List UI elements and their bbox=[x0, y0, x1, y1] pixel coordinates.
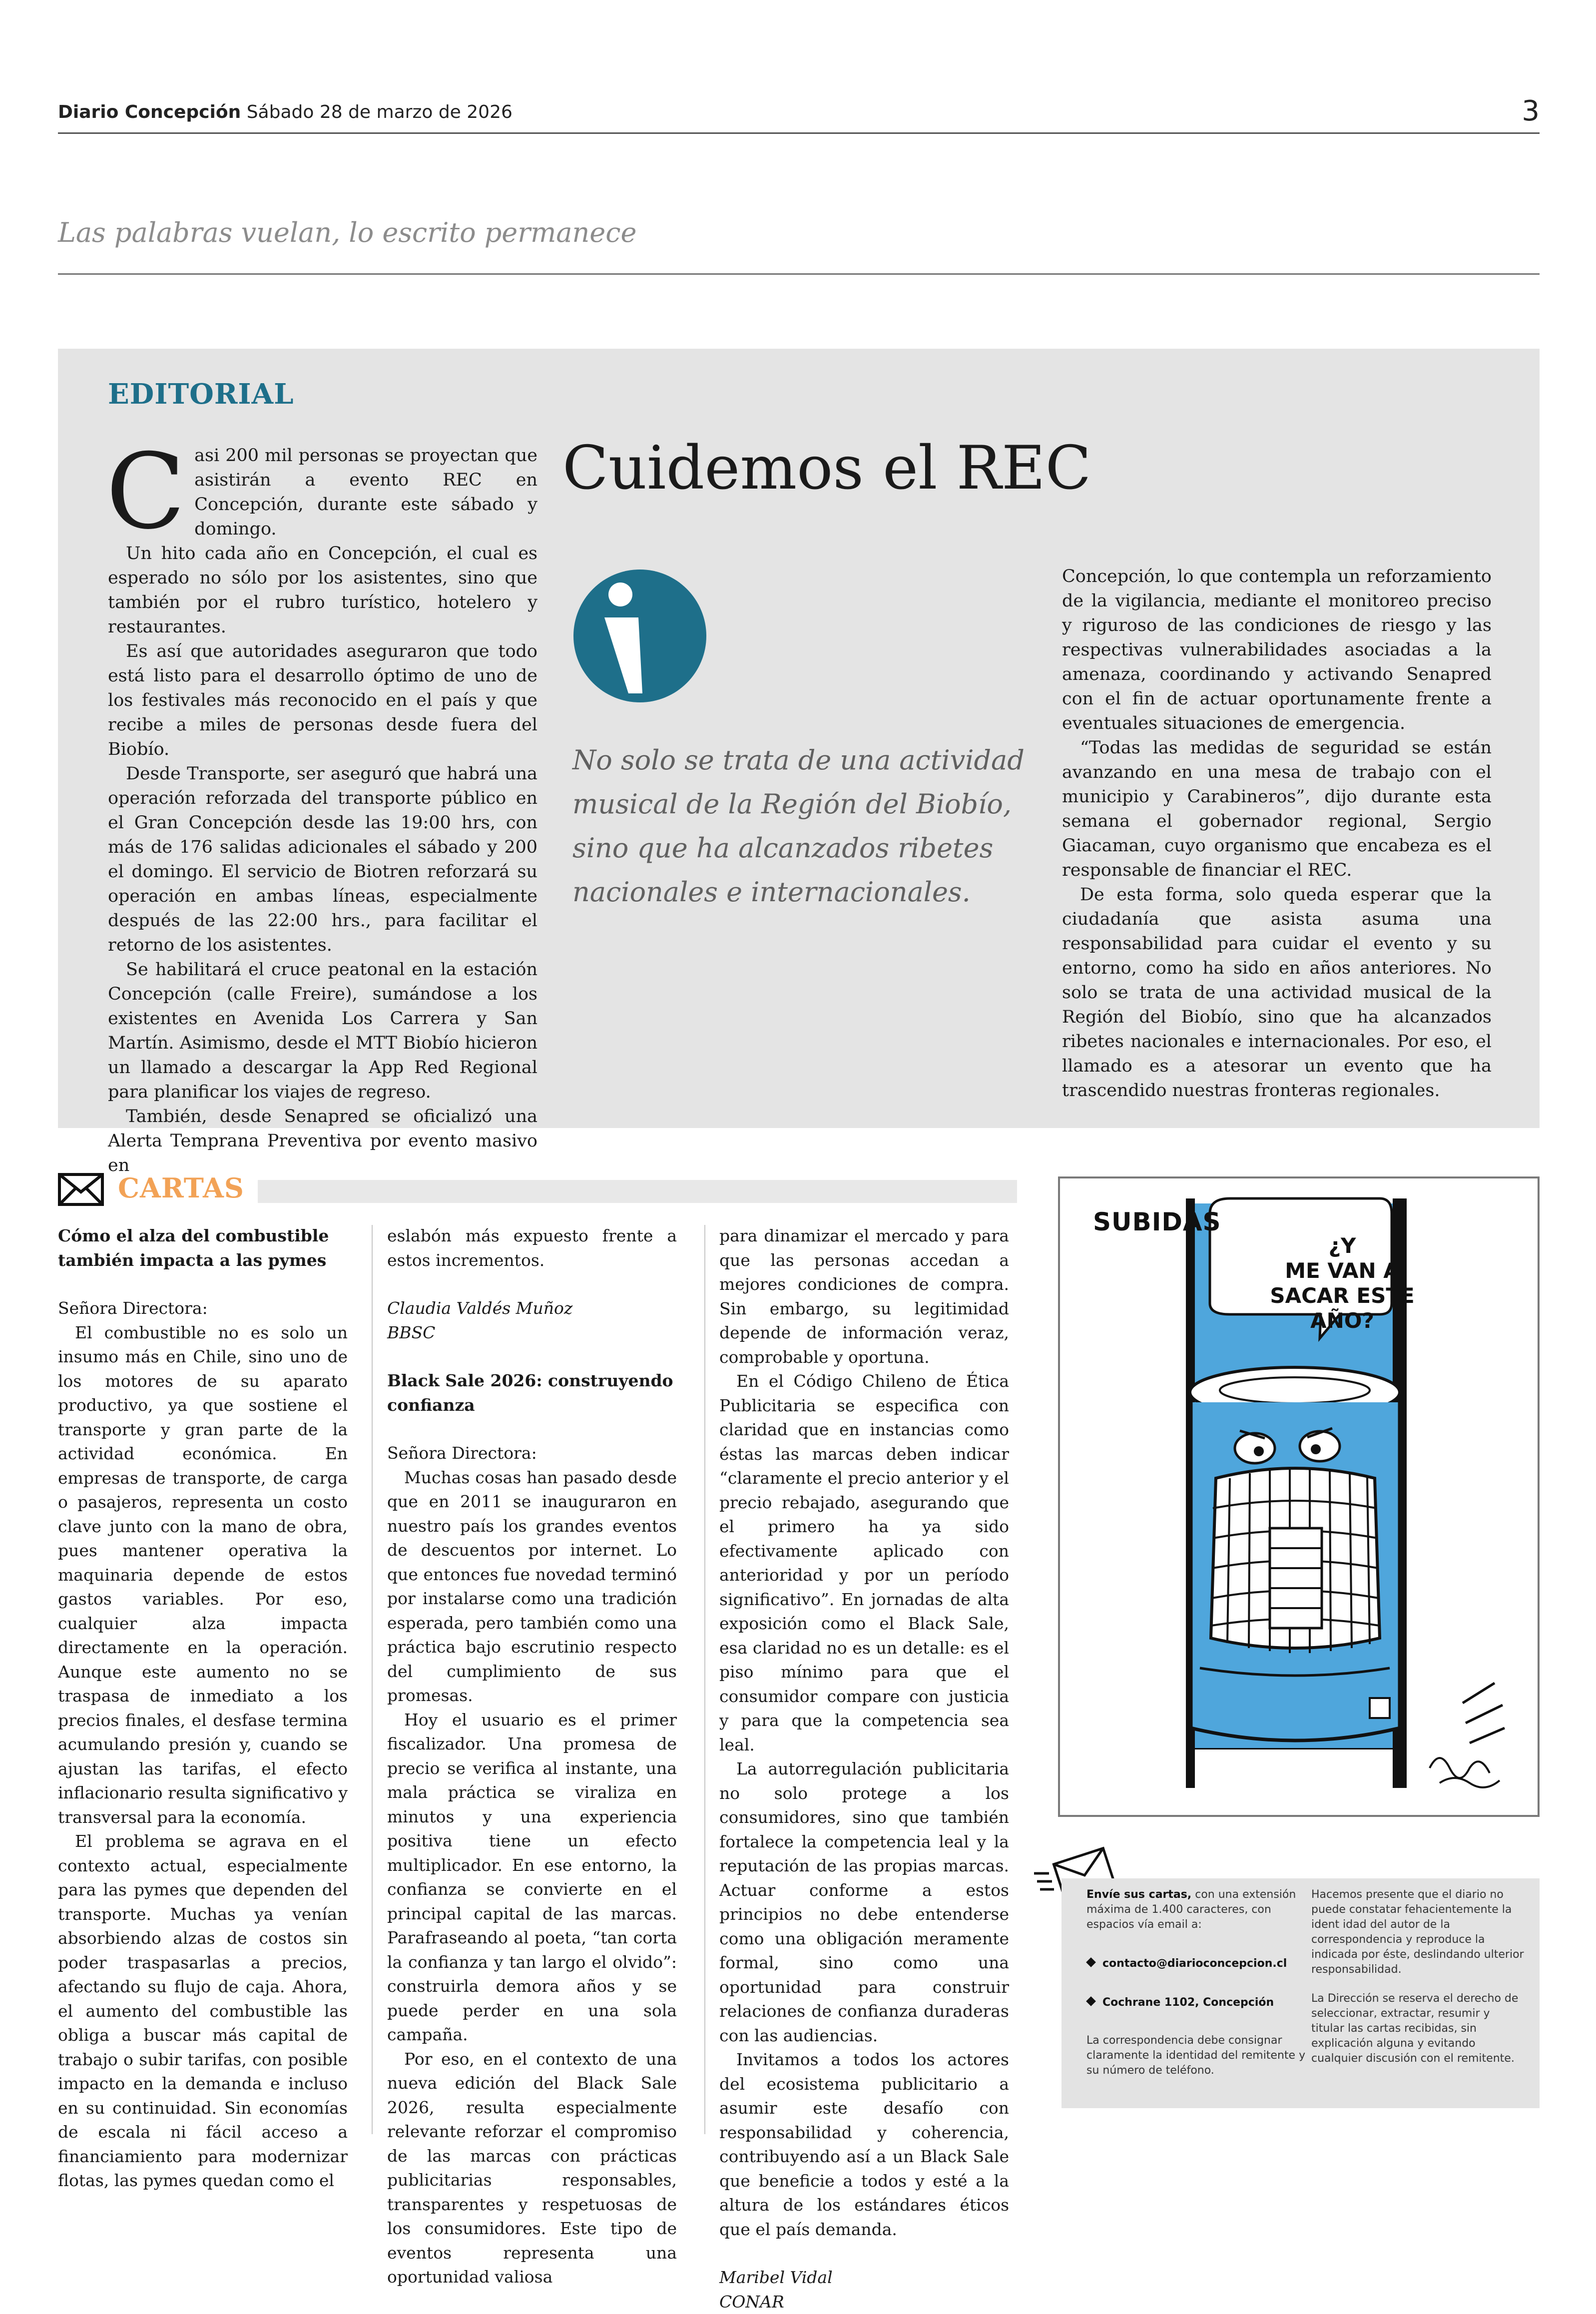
editorial-cartoon bbox=[1058, 1176, 1540, 1817]
editorial-column-right bbox=[1062, 565, 1492, 1103]
letter-paragraph: Hoy el usuario es el primer fiscalizador. Una promesa de precio se verifica al instante, una mala práctica se viraliza en minutos y una experiencia positiva tiene un efecto multiplicador. En ese entorno, la confianza se convierte en el principal capital de las marcas. Parafraseando al poeta, “tan corta la confianza y tan largo el olvido”: construirla demora años y se puede perder en una sola campaña. bbox=[387, 1708, 677, 2047]
info-right-column bbox=[1311, 1887, 1526, 2066]
letters-label: CARTAS bbox=[118, 1172, 244, 1204]
letters-column-1 bbox=[58, 1224, 348, 2193]
issue-date: Sábado 28 de marzo de 2026 bbox=[247, 102, 513, 122]
speech-line: ¿Y bbox=[1270, 1233, 1415, 1258]
section-rule bbox=[258, 1180, 1017, 1203]
letter-title: Cómo el alza del combustible también impacta a las pymes bbox=[58, 1224, 348, 1272]
letter-paragraph: La autorregulación publicitaria no solo protege a los consumidores, sino que también fortalece la competencia leal y la reputación de las propias marcas. Actuar conforme a estos principios no debe entenderse como una obligación meramente formal, sino como una oportunidad para construir relaciones de confianza duraderas con las audiencias. bbox=[719, 1757, 1009, 2048]
editorial-pull-quote: No solo se trata de una actividad musical de la Región del Biobío, sino que ha alcanzados ribetes nacionales e internacionales. bbox=[572, 738, 1032, 914]
letter-paragraph: Por eso, en el contexto de una nueva edición del Black Sale 2026, resulta especialmente relevante reforzar el compromiso de las marcas con prácticas publicitarias responsables, transparentes y respetuosas de los consumidores. Este tipo de eventos representa una oportunidad valiosa bbox=[387, 2047, 677, 2290]
letters-section-header bbox=[58, 1169, 1017, 1209]
speech-line: SACAR ESTE bbox=[1270, 1283, 1415, 1308]
contact-email[interactable]: contacto@diarioconcepcion.cl bbox=[1086, 1956, 1306, 1971]
column-divider bbox=[704, 1225, 705, 2134]
letter-paragraph: eslabón más expuesto frente a estos incrementos. bbox=[387, 1224, 677, 1272]
cartoon-title: SUBIDAS bbox=[1093, 1207, 1221, 1236]
brand-name: Diario Concepción bbox=[58, 102, 241, 122]
letter-title: Black Sale 2026: construyendo confianza bbox=[387, 1369, 677, 1417]
editorial-paragraph: También, desde Senapred se oficializó una Alerta Temprana Preventiva por evento masivo en bbox=[108, 1105, 537, 1178]
letter-paragraph: El combustible no es solo un insumo más en Chile, sino uno de los motores de su aparato productivo, ya que sostiene el transporte y gran parte de la actividad económica. En empresas de transporte, de carga o pasajeros, representa un costo clave junto con la mano de obra, pues mantener operativa la maquinaria depende de estos gastos variables. Por eso, cualquier alza impacta directamente en la operación. Aunque este aumento no se traspasa de inmediato a los precios finales, el desfase termina acumulando presión y, cuando se ajustan las tarifas, el efecto inflacionario resulta significativo y transversal para la economía. bbox=[58, 1321, 348, 1830]
letter-author: Claudia Valdés Muñoz bbox=[387, 1296, 677, 1321]
editorial-paragraph: “Todas las medidas de seguridad se están avanzando en una mesa de trabajo con el municipio y Carabineros”, dijo durante esta semana el gobernador regional, Sergio Giacaman, cuyo organismo que encabeza es el responsable de financiar el REC. bbox=[1062, 736, 1492, 883]
letter-author-org: BBSC bbox=[387, 1321, 677, 1345]
drop-cap: C bbox=[106, 450, 185, 535]
contact-address: Cochrane 1102, Concepción bbox=[1086, 1995, 1306, 2010]
diamond-bullet-icon bbox=[1086, 1996, 1096, 2006]
editorial-column-left bbox=[108, 444, 537, 1178]
section-slogan-bar bbox=[58, 215, 1540, 275]
cartoon-speech-bubble bbox=[1270, 1233, 1415, 1333]
editorial-headline: Cuidemos el REC bbox=[562, 434, 1052, 504]
page-number: 3 bbox=[1522, 95, 1540, 127]
letter-salutation: Señora Directora: bbox=[58, 1296, 348, 1321]
diamond-bullet-icon bbox=[1086, 1957, 1096, 1967]
letter-author: Maribel Vidal bbox=[719, 2266, 1009, 2290]
letters-column-2 bbox=[387, 1224, 677, 2290]
section-slogan: Las palabras vuelan, lo escrito permanece bbox=[58, 217, 636, 248]
submission-instructions: Envíe sus cartas, con una extensión máxima de 1.400 caracteres, con espacios vía email a: bbox=[1086, 1887, 1306, 1932]
identity-note: La correspondencia debe consignar claramente la identidad del remitente y su número de teléfono. bbox=[1086, 2033, 1306, 2078]
editorial-rights-note: La Dirección se reserva el derecho de seleccionar, extractar, resumir y titular las cartas recibidas, sin explicación alguna y evitando cualquier discusión con el remitente. bbox=[1311, 1991, 1526, 2066]
editorial-paragraph: Se habilitará el cruce peatonal en la estación Concepción (calle Freire), sumándose a los existentes en Avenida Los Carrera y San Martín. Asimismo, desde el MTT Biobío hicieron un llamado a descargar la App Red Regional para planificar los viajes de regreso. bbox=[108, 958, 537, 1105]
editorial-panel bbox=[58, 349, 1540, 1128]
editorial-paragraph: Desde Transporte, ser aseguró que habrá una operación reforzada del transporte público en el Gran Concepción desde las 19:00 hrs, con más de 176 salidas adicionales el sábado y 200 el domingo. El servicio de Biotren reforzará su operación en ambas líneas, especialmente después de las 22:00 hrs., para facilitar el retorno de los asistentes. bbox=[108, 762, 537, 958]
column-divider bbox=[372, 1225, 373, 2134]
letters-submission-info bbox=[1062, 1878, 1540, 2108]
info-icon bbox=[572, 569, 707, 703]
letter-paragraph: Invitamos a todos los actores del ecosistema publicitario a asumir este desafío con responsabilidad y coherencia, contribuyendo así a un Black Sale que beneficie a todos y esté a la altura de los estándares éticos que el país demanda. bbox=[719, 2048, 1009, 2242]
letters-column-3 bbox=[719, 1224, 1009, 2314]
letter-paragraph: En el Código Chileno de Ética Publicitaria se especifica con claridad que en instancias como éstas las marcas deben indicar “claramente el precio anterior y el precio rebajado, asegurando que el primero ha ya sido efectivamente aplicado con anterioridad y por un período significativo”. En jornadas de alta exposición como el Black Sale, esa claridad no es un detalle: es el piso mínimo para que el consumidor compare con justicia y para que la competencia sea leal. bbox=[719, 1369, 1009, 1757]
letter-paragraph: para dinamizar el mercado y para que las personas accedan a mejores condiciones de compra. Sin embargo, su legitimidad depende de información veraz, comprobable y oportuna. bbox=[719, 1224, 1009, 1369]
letter-author-org: CONAR bbox=[719, 2290, 1009, 2314]
editorial-label: EDITORIAL bbox=[108, 378, 294, 411]
envelope-icon bbox=[58, 1173, 104, 1206]
letter-paragraph: El problema se agrava en el contexto actual, especialmente para las pymes que dependen del transporte. Muchas ya venían absorbiendo alzas de costos sin poder traspasarlas a precios, afectando su flujo de caja. Ahora, el aumento del combustible las obliga a buscar más capital de trabajo o subir tarifas, con posible impacto en la demanda e incluso en su continuidad. Sin economías de escala ni fácil acceso a financiamiento para modernizar flotas, las pymes quedan como el bbox=[58, 1829, 348, 2193]
editorial-paragraph: Concepción, lo que contempla un reforzamiento de la vigilancia, mediante el monitoreo preciso y riguroso de las condiciones de riesgo y las respectivas vulnerabilidades asociadas a la amenaza, coordinando y activando Senapred con el fin de actuar oportunamente frente a eventuales situaciones de emergencia. bbox=[1062, 565, 1492, 736]
speech-line: AÑO? bbox=[1270, 1308, 1415, 1333]
page-header bbox=[58, 95, 1540, 134]
info-left-column bbox=[1086, 1887, 1306, 2078]
masthead bbox=[58, 102, 513, 122]
editorial-paragraph: Es así que autoridades aseguraron que todo está listo para el desarrollo óptimo de uno de los festivales más reconocido en el país y que recibe a miles de personas desde fuera del Biobío. bbox=[108, 639, 537, 762]
editorial-paragraph: De esta forma, solo queda esperar que la ciudadanía que asista asuma una responsabilidad para cuidar el evento y su entorno, como ha sido en años anteriores. No solo se trata de una actividad musical de la Región del Biobío, sino que ha alcanzados ribetes nacionales e internacionales. Por eso, el llamado es a atesorar un evento que ha trascendido nuestras fronteras regionales. bbox=[1062, 883, 1492, 1103]
letter-salutation: Señora Directora: bbox=[387, 1441, 677, 1466]
letter-paragraph: Muchas cosas han pasado desde que en 2011 se inauguraron en nuestro país los grandes eventos de descuentos por internet. Lo que entonces fue novedad terminó por instalarse como una tradición esperada, pero también como una práctica bajo escrutinio respecto del cumplimiento de sus promesas. bbox=[387, 1466, 677, 1708]
disclaimer-note: Hacemos presente que el diario no puede constatar fehacientemente la ident idad del autor de la correspondencia y reproduce la indicada por éste, deslindando ulterior responsabilidad. bbox=[1311, 1887, 1526, 1977]
speech-line: ME VAN A bbox=[1270, 1258, 1415, 1283]
editorial-paragraph: Un hito cada año en Concepción, el cual es esperado no sólo por los asistentes, sino que también por el rubro turístico, hotelero y restaurantes. bbox=[108, 542, 537, 639]
editorial-paragraph: Casi 200 mil personas se proyectan que asistirán a evento REC en Concepción, durante este sábado y domingo. bbox=[108, 444, 537, 542]
